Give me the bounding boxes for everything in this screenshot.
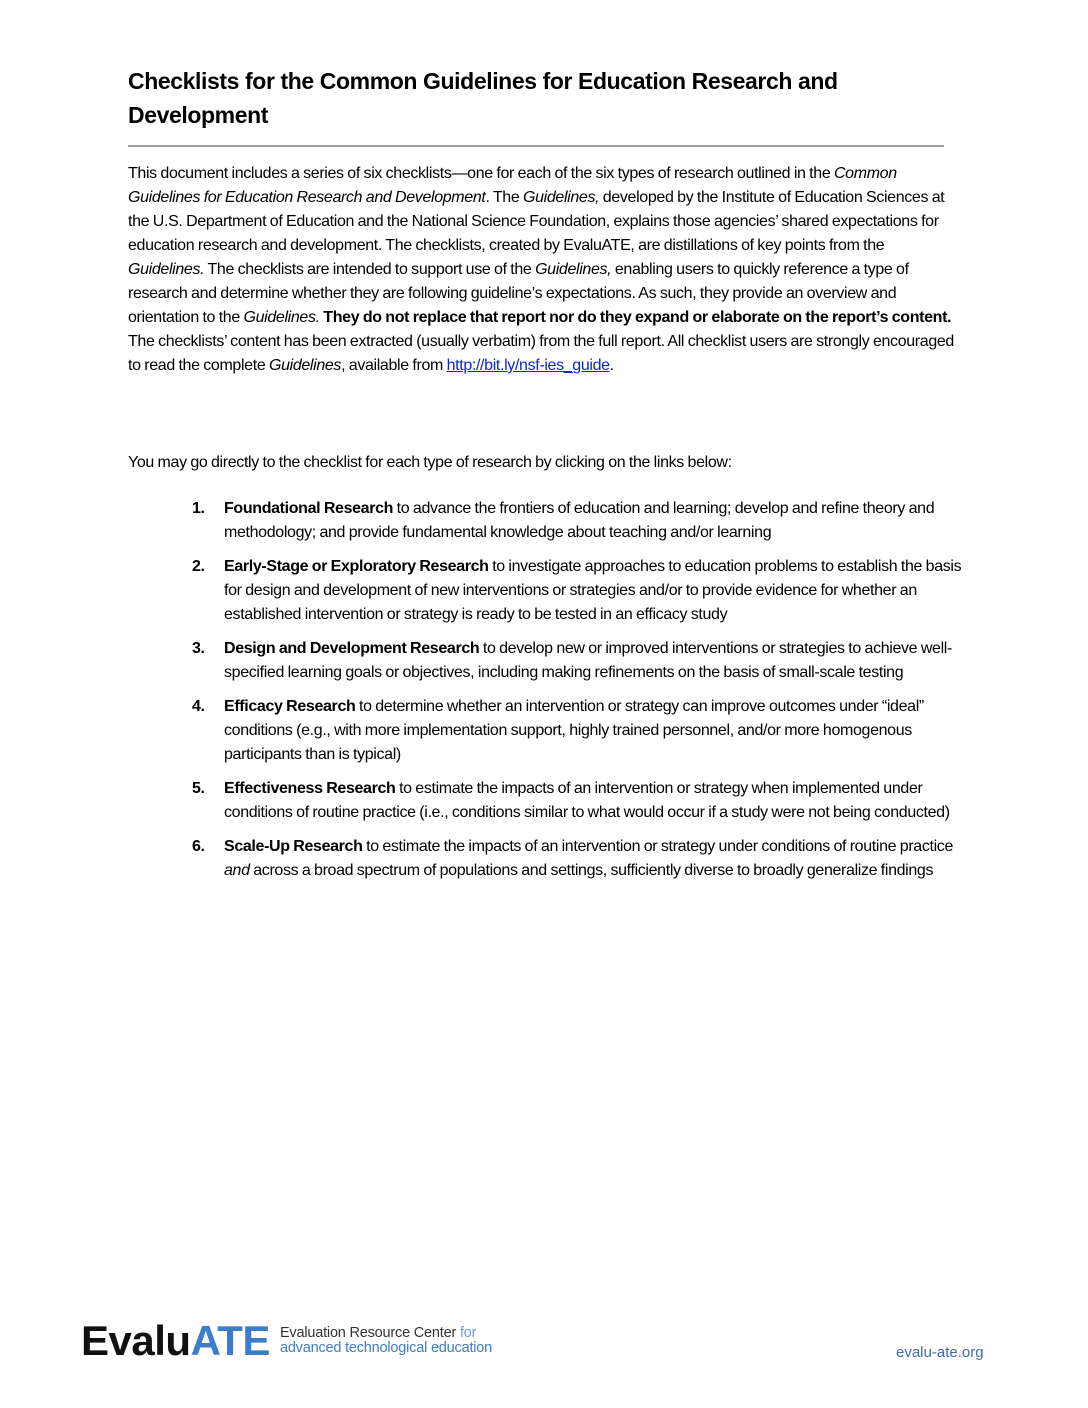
logo-ate: ATE <box>190 1317 270 1364</box>
research-types-list <box>192 497 968 893</box>
logo-tagline <box>280 1326 492 1356</box>
tagline-for: for <box>459 1325 477 1341</box>
intro-text-4: The checklists are intended to support use of the <box>204 261 536 278</box>
intro-text-1: This document includes a series of six checklists—one for each of the six types of research outlined in the <box>128 165 834 182</box>
link-foundational-research[interactable]: Foundational Research <box>224 500 394 517</box>
logo-evalu: Evalu <box>81 1317 191 1364</box>
guidelines-link[interactable]: http://bit.ly/nsf-ies_guide <box>446 357 610 374</box>
tagline-line-1 <box>280 1326 492 1341</box>
list-description: to estimate the impacts of an intervention or strategy under conditions of routine practice <box>362 838 953 855</box>
list-item-early-stage <box>192 555 968 627</box>
intro-text-7: The checklists’ content has been extracted (usually verbatim) from the full report. All checklist users are strongly encouraged to read the complete <box>128 333 954 374</box>
intro-text-9: . <box>609 357 614 374</box>
list-item-design-development <box>192 637 968 685</box>
link-early-stage-research[interactable]: Early-Stage or Exploratory Research <box>224 558 489 575</box>
list-number: 5. <box>192 780 205 797</box>
intro-text-5: enabling users to quickly reference a type of research and determine whether they are following guideline’s expectations. As such, they provide an overview and orientation to the <box>128 261 909 326</box>
list-description: to estimate the impacts of an intervention or strategy when implemented under conditions of routine practice (i.e., conditions similar to what would occur if a study were not being conducted) <box>224 780 950 821</box>
list-item-effectiveness <box>192 777 968 825</box>
list-item-scale-up <box>192 835 968 883</box>
intro-text-2: . The <box>485 189 523 206</box>
intro-guidelines-ref-1: Guidelines, <box>523 189 600 206</box>
list-description: to develop new or improved interventions or strategies to achieve well-specified learning goals or objectives, including making refinements on the basis of small-scale testing <box>224 640 952 681</box>
list-description: across a broad spectrum of populations and settings, sufficiently diverse to broadly generalize findings <box>249 862 934 879</box>
lead-paragraph: You may go directly to the checklist for each type of research by clicking on the links below: <box>128 454 732 471</box>
intro-guidelines-ref-2: Guidelines. <box>128 261 205 278</box>
intro-disclaimer: They do not replace that report nor do they expand or elaborate on the report’s content. <box>319 309 952 326</box>
intro-text-3: developed by the Institute of Education Sciences at the U.S. Department of Education and the National Science Foundation, explains those agencies’ shared expectations for education research and development. The checklists, created by EvaluATE, are distillations of key points from the <box>128 189 945 254</box>
intro-guidelines-ref-5: Guidelines <box>268 357 342 374</box>
list-description-emphasis: and <box>224 862 250 879</box>
intro-paragraph <box>128 162 964 378</box>
tagline-line-2: advanced technological education <box>279 1340 493 1356</box>
intro-guidelines-ref-4: Guidelines. <box>243 309 320 326</box>
link-scale-up-research[interactable]: Scale-Up Research <box>224 838 363 855</box>
intro-text-8: , available from <box>341 357 447 374</box>
list-number: 3. <box>192 640 205 657</box>
title-divider <box>128 145 944 147</box>
link-design-development-research[interactable]: Design and Development Research <box>224 640 480 657</box>
document-title: Checklists for the Common Guidelines for Education Research and Development <box>128 68 838 128</box>
list-number: 4. <box>192 698 205 715</box>
tagline-text: Evaluation Resource Center <box>279 1325 460 1341</box>
footer-website: evalu-ate.org <box>896 1344 984 1361</box>
list-number: 2. <box>192 558 205 575</box>
list-description: to determine whether an intervention or strategy can improve outcomes under “ideal” conditions (e.g., with more implementation support, highly trained personnel, and/or more homogenous participants than is typical) <box>224 698 924 763</box>
link-effectiveness-research[interactable]: Effectiveness Research <box>224 780 396 797</box>
list-description: to advance the frontiers of education and learning; develop and refine theory and methodology; and provide fundamental knowledge about teaching and/or learning <box>224 500 935 541</box>
list-item-efficacy <box>192 695 968 767</box>
evaluate-logo <box>81 1318 492 1364</box>
intro-guidelines-ref-3: Guidelines, <box>535 261 612 278</box>
list-number: 6. <box>192 838 205 855</box>
list-description: to investigate approaches to education problems to establish the basis for design and development of new interventions or strategies and/or to provide evidence for whether an established intervention or strategy is ready to be tested in an efficacy study <box>224 558 962 623</box>
list-number: 1. <box>192 500 205 517</box>
intro-guidelines-full-title: Common Guidelines for Education Research and Development <box>128 165 897 206</box>
list-item-foundational <box>192 497 968 545</box>
logo-wordmark <box>81 1318 270 1364</box>
link-efficacy-research[interactable]: Efficacy Research <box>224 698 356 715</box>
